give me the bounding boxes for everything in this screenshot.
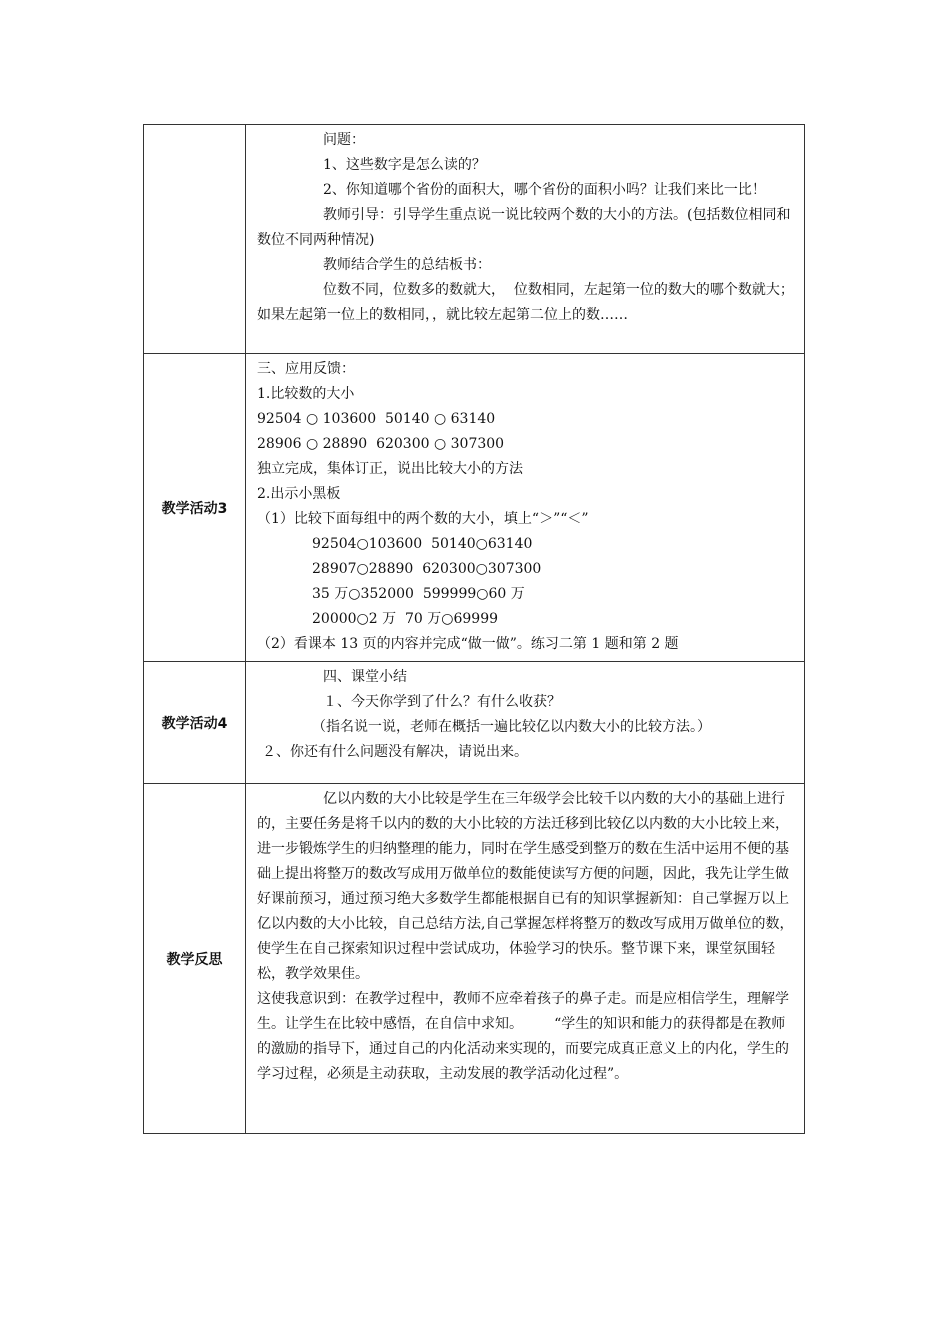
row-label: 教学活动4	[144, 662, 246, 784]
text-line: 这使我意识到：在教学过程中，教师不应牵着孩子的鼻子走。而是应相信学生，理解学生。让学生在比较中感悟，在自信中求知。 “学生的知识和能力的获得都是在教师的激励的指导下，通过自己的内化活动来实现的，而要完成真正意义上的内化，学生的学习过程，必须是主动获取，主动发展的教学活动化过程”。	[257, 991, 789, 1082]
lesson-plan-table	[143, 124, 805, 1134]
text-line: 1.比较数的大小	[257, 386, 355, 402]
row-content	[246, 662, 805, 784]
text-line: 位数不同，位数多的数就大， 位数相同，左起第一位的数大的哪个数就大；如果左起第一位上的数相同，，就比较左起第二位上的数……	[257, 282, 794, 323]
text-line: 三、应用反馈：	[257, 361, 355, 377]
text-line: 28907○28890 620300○307300	[312, 561, 542, 577]
text-line: 四、课堂小结	[323, 669, 407, 685]
row-label: 教学活动3	[144, 354, 246, 662]
row-content	[246, 784, 805, 1134]
row-content	[246, 354, 805, 662]
row-content	[246, 125, 805, 354]
text-line: 教师结合学生的总结板书：	[323, 257, 491, 273]
row-label: 教学反思	[144, 784, 246, 1134]
text-line: 92504 ○ 103600 50140 ○ 63140	[257, 411, 496, 427]
text-line: 独立完成，集体订正，说出比较大小的方法	[257, 461, 523, 477]
table-row	[144, 125, 805, 354]
text-line: 亿以内数的大小比较是学生在三年级学会比较千以内数的大小的基础上进行的，主要任务是将千以内的数的大小比较的方法迁移到比较亿以内数的大小比较上来，进一步锻炼学生的归纳整理的能力，同时在学生感受到整万的数在生活中运用不便的基础上提出将整万的数改写成用万做单位的数能使读写方便的问题，因此，我先让学生做好课前预习，通过预习绝大多数学生都能根据自已有的知识掌握新知：自己掌握万以上亿以内数的大小比较，自己总结方法,自己掌握怎样将整万的数改写成用万做单位的数，使学生在自己探索知识过程中尝试成功，体验学习的快乐。整节课下来，课堂氛围轻松，教学效果佳。	[257, 791, 794, 982]
table-row	[144, 354, 805, 662]
text-line: 92504○103600 50140○63140	[312, 536, 533, 552]
text-line: 2、你知道哪个省份的面积大，哪个省份的面积小吗？让我们来比一比！	[323, 182, 766, 198]
text-line: 35 万○352000 599999○60 万	[312, 586, 525, 602]
text-line: （2）看课本 13 页的内容并完成“做一做”。练习二第 1 题和第 2 题	[257, 636, 679, 652]
text-line: 28906 ○ 28890 620300 ○ 307300	[257, 436, 505, 452]
table-row	[144, 784, 805, 1134]
text-line: 20000○2 万 70 万○69999	[312, 611, 499, 627]
text-line: 2.出示小黑板	[257, 486, 341, 502]
text-line: （指名说一说，老师在概括一遍比较亿以内数大小的比较方法。）	[312, 719, 711, 735]
row-label	[144, 125, 246, 354]
text-line: 问题：	[323, 132, 365, 148]
text-line: ２、你还有什么问题没有解决，请说出来。	[262, 744, 528, 760]
text-line: 教师引导：引导学生重点说一说比较两个数的大小的方法。(包括数位相同和数位不同两种情况)	[257, 207, 791, 248]
text-line: （1）比较下面每组中的两个数的大小，填上“＞”“＜”	[257, 511, 589, 527]
text-line: １、今天你学到了什么？有什么收获？	[323, 694, 561, 710]
text-line: 1、这些数字是怎么读的？	[323, 157, 486, 173]
table-row	[144, 662, 805, 784]
